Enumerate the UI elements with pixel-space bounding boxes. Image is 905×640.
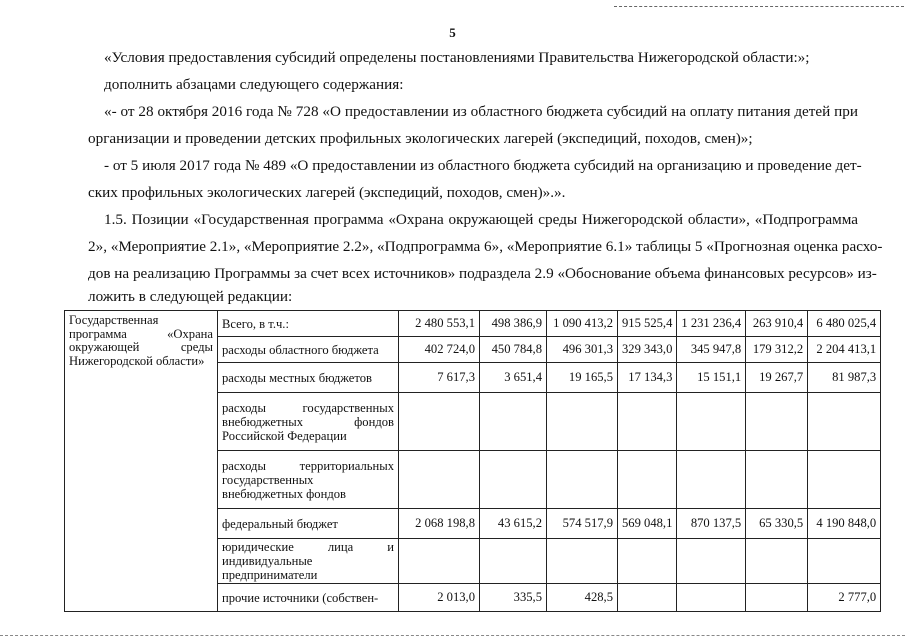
value-cell: 7 617,3 — [399, 363, 480, 393]
value-cell — [677, 451, 746, 509]
row-label: Всего, в т.ч.: — [218, 311, 399, 337]
value-cell — [547, 539, 618, 584]
row-label: расходы государственных внебюджетных фондов Российской Федерации — [218, 393, 399, 451]
value-cell: 15 151,1 — [677, 363, 746, 393]
row-label: расходы территориальных государственных внебюджетных фондов — [218, 451, 399, 509]
value-cell: 915 525,4 — [618, 311, 677, 337]
value-cell: 1 090 413,2 — [547, 311, 618, 337]
paragraph-4-line-2: ских профильных экологических лагерей (экспедиций, походов, смен)».». — [88, 184, 566, 201]
value-cell — [480, 393, 547, 451]
value-cell — [480, 539, 547, 584]
page-edge-mark — [614, 0, 904, 7]
value-cell: 2 068 198,8 — [399, 509, 480, 539]
value-cell — [808, 451, 881, 509]
value-cell: 1 231 236,4 — [677, 311, 746, 337]
value-cell: 43 615,2 — [480, 509, 547, 539]
value-cell — [399, 451, 480, 509]
value-cell — [746, 539, 808, 584]
value-cell — [547, 451, 618, 509]
value-cell: 335,5 — [480, 584, 547, 612]
value-cell: 498 386,9 — [480, 311, 547, 337]
table-row — [65, 311, 881, 337]
value-cell: 81 987,3 — [808, 363, 881, 393]
value-cell — [677, 584, 746, 612]
value-cell: 17 134,3 — [618, 363, 677, 393]
value-cell: 19 165,5 — [547, 363, 618, 393]
value-cell — [808, 539, 881, 584]
value-cell: 496 301,3 — [547, 337, 618, 363]
value-cell: 179 312,2 — [746, 337, 808, 363]
value-cell — [618, 451, 677, 509]
page-bottom-edge — [0, 635, 905, 636]
value-cell — [677, 393, 746, 451]
paragraph-5-line-4: ложить в следующей редакции: — [88, 288, 293, 305]
value-cell: 263 910,4 — [746, 311, 808, 337]
paragraph-5-line-1: 1.5. Позиции «Государственная программа «Охрана окружающей среды Нижегородской области», «Подпрограмма — [104, 211, 858, 228]
row-label: расходы областного бюджета — [218, 337, 399, 363]
value-cell: 870 137,5 — [677, 509, 746, 539]
paragraph-4-line-1: - от 5 июля 2017 года № 489 «О предоставлении из областного бюджета субсидий на организацию и проведение дет- — [104, 157, 862, 174]
paragraph-3-line-1: «- от 28 октября 2016 года № 728 «О предоставлении из областного бюджета субсидий на оплату питания детей при — [104, 103, 858, 120]
value-cell — [618, 393, 677, 451]
row-label: прочие источники (собствен- — [218, 584, 399, 612]
budget-table — [64, 310, 881, 612]
value-cell — [677, 539, 746, 584]
value-cell — [808, 393, 881, 451]
value-cell: 345 947,8 — [677, 337, 746, 363]
value-cell — [399, 393, 480, 451]
value-cell: 2 480 553,1 — [399, 311, 480, 337]
value-cell: 2 777,0 — [808, 584, 881, 612]
paragraph-5-line-3: дов на реализацию Программы за счет всех источников» подраздела 2.9 «Обоснование объема финансовых ресурсов» из- — [88, 265, 877, 282]
value-cell: 428,5 — [547, 584, 618, 612]
value-cell: 2 204 413,1 — [808, 337, 881, 363]
value-cell: 402 724,0 — [399, 337, 480, 363]
paragraph-1: «Условия предоставления субсидий определены постановлениями Правительства Нижегородской области:»; — [104, 49, 810, 66]
value-cell: 6 480 025,4 — [808, 311, 881, 337]
value-cell: 450 784,8 — [480, 337, 547, 363]
program-cell: Государственная программа «Охрана окружающей среды Нижегородской области» — [65, 311, 218, 612]
value-cell: 329 343,0 — [618, 337, 677, 363]
paragraph-5-line-2: 2», «Мероприятие 2.1», «Мероприятие 2.2», «Подпрограмма 6», «Мероприятие 6.1» таблицы 5 «Прогнозная оценка расхо- — [88, 238, 883, 255]
value-cell — [618, 539, 677, 584]
value-cell: 2 013,0 — [399, 584, 480, 612]
value-cell — [746, 451, 808, 509]
value-cell — [547, 393, 618, 451]
value-cell: 4 190 848,0 — [808, 509, 881, 539]
value-cell — [618, 584, 677, 612]
value-cell — [746, 393, 808, 451]
paragraph-3-line-2: организации и проведении детских профильных экологических лагерей (экспедиций, походов, смен)»; — [88, 130, 753, 147]
value-cell: 3 651,4 — [480, 363, 547, 393]
value-cell — [480, 451, 547, 509]
row-label: юридические лица и индивидуальные предприниматели — [218, 539, 399, 584]
row-label: расходы местных бюджетов — [218, 363, 399, 393]
row-label: федеральный бюджет — [218, 509, 399, 539]
value-cell: 65 330,5 — [746, 509, 808, 539]
value-cell — [399, 539, 480, 584]
value-cell: 19 267,7 — [746, 363, 808, 393]
paragraph-2: дополнить абзацами следующего содержания: — [104, 76, 404, 93]
value-cell — [746, 584, 808, 612]
value-cell: 574 517,9 — [547, 509, 618, 539]
page-number: 5 — [449, 25, 456, 40]
value-cell: 569 048,1 — [618, 509, 677, 539]
